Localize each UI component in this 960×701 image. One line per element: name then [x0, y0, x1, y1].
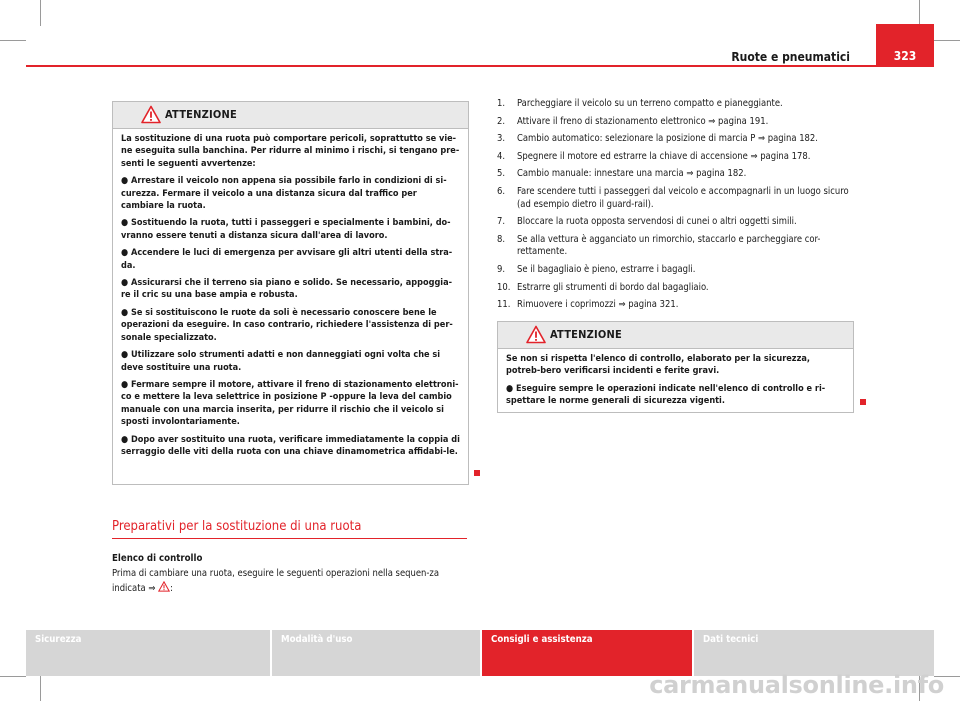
list-item: 11. Rimuovere i coprimozzi ⇒ pagina 321.	[497, 299, 679, 311]
warning-bullet: ● Fermare sempre il motore, attivare il freno di stazionamento elettroni-co e mettere la leva selettrice in posizione P -oppure la leva del cambio manuale con una marcia inserita, per ridurre il rischio che il veicolo si sposti involontariamente.	[121, 379, 459, 428]
list-item: 1. Parcheggiare il veicolo su un terreno compatto e pianeggiante.	[497, 98, 783, 109]
warning-bullet: ● Accendere le luci di emergenza per avvisare gli altri utenti della stra-da.	[121, 248, 453, 271]
end-of-section-mark	[474, 470, 480, 476]
list-item: 4. Spegnere il motore ed estrarre la chiave di accensione ⇒ pagina 178.	[497, 150, 811, 162]
warning-bullet: ● Eseguire sempre le operazioni indicate nell'elenco di controllo e ri-spettare le norme generali di sicurezza vigenti.	[506, 383, 826, 407]
section-title: Preparativi per la sostituzione di una ruota	[112, 519, 362, 534]
warning-triangle-icon	[141, 105, 161, 124]
warning-intro: La sostituzione di una ruota può comportare pericoli, soprattutto se vie-ne eseguita sulla banchina. Per ridurre al minimo i rischi, si tengano pre-senti le seguenti avvertenze:	[121, 134, 460, 169]
running-header: Ruote e pneumatici	[731, 50, 850, 64]
checklist-heading: Elenco di controllo	[112, 553, 203, 564]
page-number: 323	[876, 24, 934, 67]
watermark: carmanualsonline.info	[649, 671, 944, 699]
warning-body	[498, 349, 853, 419]
warning-bullet: ● Se si sostituiscono le ruote da soli è necessario conoscere bene le operazioni da eseguire. In caso contrario, richiedere l'assistenza di per-sonale specializzato.	[121, 307, 453, 343]
warning-bullet: ● Sostituendo la ruota, tutti i passeggeri e specialmente i bambini, do-vranno essere tenuti a distanza sicura dall'area di lavoro.	[121, 218, 451, 241]
warning-box	[497, 321, 854, 413]
warning-bullet: ● Utilizzare solo strumenti adatti e non danneggiati ogni volta che si deve sostituire una ruota.	[121, 350, 441, 373]
list-item: 3. Cambio automatico: selezionare la posizione di marcia P ⇒ pagina 182.	[497, 133, 818, 145]
footer-tab-dati-tecnici[interactable]: Dati tecnici	[694, 630, 934, 676]
warning-title: ATTENZIONE	[165, 108, 237, 121]
warning-box	[112, 101, 469, 485]
header-rule	[26, 65, 934, 67]
list-item: 5. Cambio manuale: innestare una marcia ⇒ pagina 182.	[497, 168, 747, 180]
warning-bullet: ● Assicurarsi che il terreno sia piano e solido. Se necessario, appoggia-re il cric su una base ampia e robusta.	[121, 278, 453, 301]
crop-mark	[934, 40, 960, 41]
crop-mark	[0, 40, 26, 41]
checklist-intro: Prima di cambiare una ruota, eseguire le seguenti operazioni nella sequen-za indicata ⇒ :	[112, 568, 440, 594]
footer-tab-modalita-uso[interactable]: Modalità d'uso	[272, 630, 480, 676]
warning-header	[498, 322, 853, 349]
warning-triangle-icon	[526, 325, 546, 344]
warning-header	[113, 102, 468, 129]
end-of-section-mark	[860, 399, 866, 405]
footer-tab-sicurezza[interactable]: Sicurezza	[26, 630, 270, 676]
warning-body	[113, 129, 468, 469]
list-item: 7. Bloccare la ruota opposta servendosi di cunei o altri oggetti simili.	[497, 216, 797, 228]
warning-bullet: ● Dopo aver sostituito una ruota, verificare immediatamente la coppia di serraggio delle viti della ruota con una chiave dinamometrica affidabi-le.	[121, 434, 460, 457]
warning-triangle-icon[interactable]	[158, 581, 170, 592]
crop-mark	[40, 0, 41, 26]
warning-title: ATTENZIONE	[550, 328, 622, 341]
warning-bullet: ● Arrestare il veicolo non appena sia possibile farlo in condizioni di si-curezza. Fermare il veicolo a una distanza sicura dal traffico per cambiare la ruota.	[121, 176, 447, 212]
checklist-steps	[497, 98, 857, 317]
list-item: 9. Se il bagagliaio è pieno, estrarre i bagagli.	[497, 263, 696, 275]
list-item: 2. Attivare il freno di stazionamento elettronico ⇒ pagina 191.	[497, 115, 769, 127]
crop-mark	[0, 676, 26, 677]
footer-tab-consigli-assistenza[interactable]: Consigli e assistenza	[482, 630, 692, 676]
crop-mark	[40, 675, 41, 701]
warning-intro: Se non si rispetta l'elenco di controllo, elaborato per la sicurezza, potreb-bero verificarsi incidenti e ferite gravi.	[506, 354, 810, 377]
section-rule	[112, 538, 467, 539]
list-item: 8. Se alla vettura è agganciato un rimorchio, staccarlo e parcheggiare cor-rettamente.	[497, 233, 821, 258]
list-item: 6. Fare scendere tutti i passeggeri dal veicolo e accompagnarli in un luogo sicuro (ad esempio dietro il guard-rail).	[497, 185, 849, 210]
list-item: 10. Estrarre gli strumenti di bordo dal bagagliaio.	[497, 281, 709, 293]
crop-mark	[919, 0, 920, 26]
